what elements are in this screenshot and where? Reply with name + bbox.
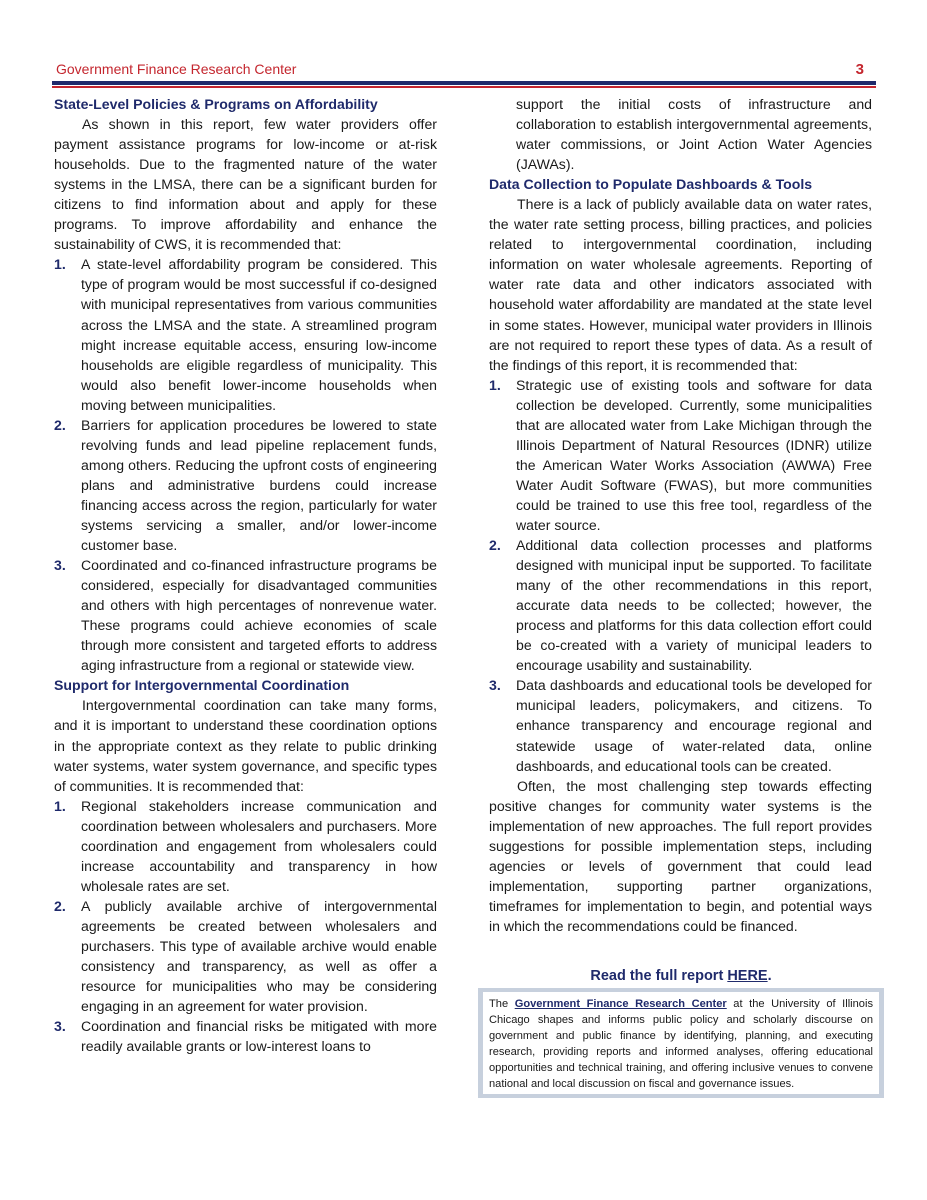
list-number: 3. [54, 557, 66, 574]
section-heading-data-collection: Data Collection to Populate Dashboards & Tools [489, 176, 813, 193]
left-column [54, 94, 437, 1056]
list-number: 2. [54, 416, 66, 433]
list-item-text: Regional stakeholders increase communication and coordination between wholesalers and purchasers. More coordination and engagement from wholesalers could increase accountability and transparency in how wholesale rates are set. [81, 797, 437, 894]
section-heading-affordability: State-Level Policies & Programs on Affordability [54, 96, 378, 112]
list-item [54, 896, 437, 1016]
list-item-text: A state-level affordability program be considered. This type of program would be most successful if co-designed with municipal representatives from various communities across the LMSA and the state. A streamlined program might increase equitable access, ensuring low-income households are eligible regardless of municipality. This would also benefit lower-income households when moving between municipalities. [81, 256, 437, 413]
list-item-continuation [489, 94, 872, 174]
right-column [489, 94, 872, 936]
list-number: 3. [489, 677, 501, 694]
about-description: at the University of Illinois Chicago shapes and informs public policy and scholarly discourse on government and public finance by identifying, planning, and executing research, providing reports and informed analyses, offering educational opportunities and technical training, and offering inclusive venues to convene national and local discussion on fiscal and governance issues. [489, 998, 873, 1091]
header-rule-blue [52, 81, 876, 85]
section-heading-coordination: Support for Intergovernmental Coordination [54, 677, 350, 694]
coordination-intro: Intergovernmental coordination can take many forms, and it is important to understand these coordination options in the appropriate context as they relate to public drinking water systems, water system governance, and specific types of communities. It is recommended that: [54, 697, 437, 794]
list-item-text: Data dashboards and educational tools be developed for municipal leaders, policymakers, and citizens. To enhance transparency and encourage regional and statewide usage of water-related data, online dashboards, and educational tools can be created. [516, 677, 872, 774]
list-item-text: Coordination and financial risks be mitigated with more readily available grants or low-interest loans to [81, 1018, 437, 1055]
list-number: 3. [54, 1018, 66, 1035]
page-header [52, 61, 876, 81]
list-item-text: Additional data collection processes and platforms designed with municipal input be supported. To facilitate many of the other recommendations in this report, accurate data needs to be collected; however, the process and platforms for this data collection effort could be co-created with a variety of municipal leaders to encourage usability and sustainability. [516, 537, 872, 674]
list-item [489, 535, 872, 675]
report-link[interactable]: HERE [727, 968, 768, 984]
list-item [489, 375, 872, 535]
list-number: 1. [489, 376, 501, 393]
header-rule-red [52, 86, 876, 88]
gfrc-link[interactable]: Government Finance Research Center [514, 998, 727, 1010]
read-suffix: . [767, 968, 772, 984]
affordability-intro: As shown in this report, few water providers offer payment assistance programs for low-income or at-risk households. Due to the fragmented nature of the water systems in the LMSA, there can be a significant burden for citizens to find information about and apply for these programs. To improve affordability and enhance the sustainability of CWS, it is recommended that: [54, 116, 437, 253]
list-number: 1. [54, 797, 66, 814]
read-full-report [478, 968, 884, 984]
read-prefix: Read the full report [590, 968, 728, 984]
about-box [478, 988, 884, 1098]
list-item-text: Barriers for application procedures be lowered to state revolving funds and lead pipeline replacement funds, among others. Reducing the upfront costs of engineering plans and administrative burdens could increase financing access across the region, particularly for water systems servicing a smaller, and/or lower-income customer base. [81, 416, 437, 554]
list-item [54, 555, 437, 675]
list-item [54, 796, 437, 896]
list-number: 2. [54, 897, 66, 914]
list-item-text: Strategic use of existing tools and software for data collection be developed. Currently, some municipalities that are allocated water from Lake Michigan through the Illinois Department of Natural Resources (IDNR) utilize the American Water Works Association (AWWA) Free Water Audit Software (FWAS), but more communities could be trained to use this free tool, regardless of the water source. [516, 376, 872, 533]
list-item [489, 675, 872, 775]
about-prefix: The [489, 998, 515, 1010]
list-item [54, 415, 437, 555]
list-item [54, 254, 437, 414]
data-collection-intro: There is a lack of publicly available data on water rates, the water rate setting process, billing practices, and policies related to intergovernmental coordination, including information on water wholesale agreements. Reporting of water rate data and other indicators associated with household water affordability are mandated at the state level in some states. However, municipal water providers in Illinois are not required to report these types of data. As a result of the findings of this report, it is recommended that: [489, 196, 872, 373]
closing-paragraph: Often, the most challenging step towards effecting positive changes for community water systems is the implementation of new approaches. The full report provides suggestions for possible implementation steps, including agencies or levels of government that could lead implementation, supporting partner organizations, timeframes for implementation to begin, and potential ways in which the recommendations could be financed. [489, 777, 872, 934]
list-number: 2. [489, 537, 501, 554]
list-number: 1. [54, 256, 66, 273]
list-item-text: A publicly available archive of intergovernmental agreements be created between wholesalers and purchasers. This type of available archive would enable consistency and transparency, as well as offer a resource for municipalities who may be considering engaging in an agreement for water provision. [81, 897, 437, 1015]
list-item-text: support the initial costs of infrastructure and collaboration to establish intergovernmental agreements, water commissions, or Joint Action Water Agencies (JAWAs). [516, 96, 872, 173]
list-item-text: Coordinated and co-financed infrastructure programs be considered, especially for disadvantaged communities and others with high percentages of nonrevenue water. These programs could achieve economies of scale through more consistent and targeted efforts to address aging infrastructure from a regional or statewide view. [81, 557, 437, 674]
header-org-name: Government Finance Research Center [56, 61, 297, 77]
page-number: 3 [855, 61, 864, 78]
list-item [54, 1016, 437, 1056]
about-box-text [483, 992, 879, 1094]
